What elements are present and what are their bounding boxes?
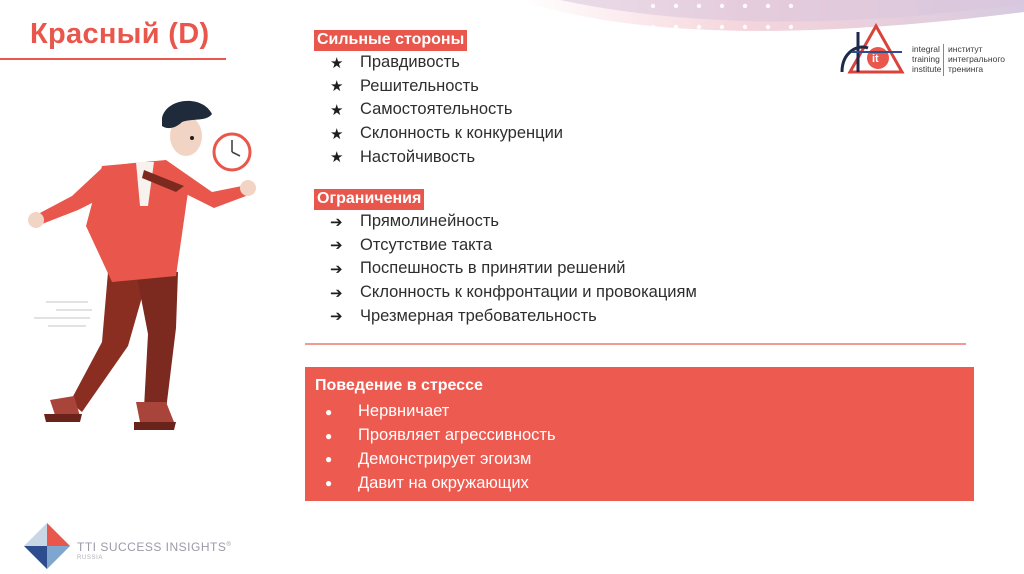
strengths-heading: Сильные стороны [314,30,467,51]
stress-list [325,400,556,495]
arrow-right-icon: ➔ [330,213,343,231]
arrow-right-icon: ➔ [330,237,343,255]
arrow-right-icon: ➔ [330,308,343,326]
arrow-right-icon: ➔ [330,284,343,302]
list-item: ● Нервничает [325,402,450,421]
list-item: ➔ Отсутствие такта [330,235,493,255]
list-item: ★ Решительность [330,76,479,96]
logo-text-en: integral training institute [912,44,942,74]
stress-behavior-panel [305,367,974,501]
logo-text-ru: институт интегрального тренинга [948,44,1005,74]
bullet-icon: ● [325,452,333,467]
list-item: ★ Правдивость [330,53,460,72]
list-item: ★ Самостоятельность [330,100,513,119]
list-item: ➔ Склонность к конфронтации и провокациям [330,283,697,302]
stress-heading: Поведение в стрессе [315,377,483,394]
star-icon: ★ [330,78,344,96]
list-item: ● Демонстрирует эгоизм [325,449,532,468]
list-item: ★ Склонность к конкуренции [330,124,564,143]
strengths-list [330,51,563,169]
star-icon: ★ [330,101,344,119]
bullet-icon: ● [325,404,333,419]
list-item: ● Давит на окружающих [325,473,529,492]
arrow-right-icon: ➔ [330,260,343,278]
title-underline [0,58,226,60]
bullet-icon: ● [325,476,333,491]
list-item: ● Проявляет агрессивность [325,426,556,445]
tti-diamond-logo-icon [22,521,72,571]
svg-text:it: it [872,53,879,65]
star-icon: ★ [330,125,344,143]
page-title: Красный (D) [30,18,210,50]
list-item: ➔ Прямолинейность [330,212,499,231]
star-icon: ★ [330,149,344,167]
list-item: ★ Настойчивость [330,147,476,167]
logo-separator [943,44,944,76]
star-icon: ★ [330,54,344,72]
limitations-heading: Ограничения [314,189,424,210]
bullet-icon: ● [325,428,333,443]
list-item: ➔ Поспешность в принятии решений [330,259,626,278]
footer-region: RUSSIA [77,555,103,561]
section-divider [305,343,966,345]
limitations-list [330,210,697,328]
list-item: ➔ Чрезмерная требовательность [330,306,597,326]
footer-brand: TTI SUCCESS INSIGHTS® [77,540,232,554]
running-man-illustration [16,96,276,456]
